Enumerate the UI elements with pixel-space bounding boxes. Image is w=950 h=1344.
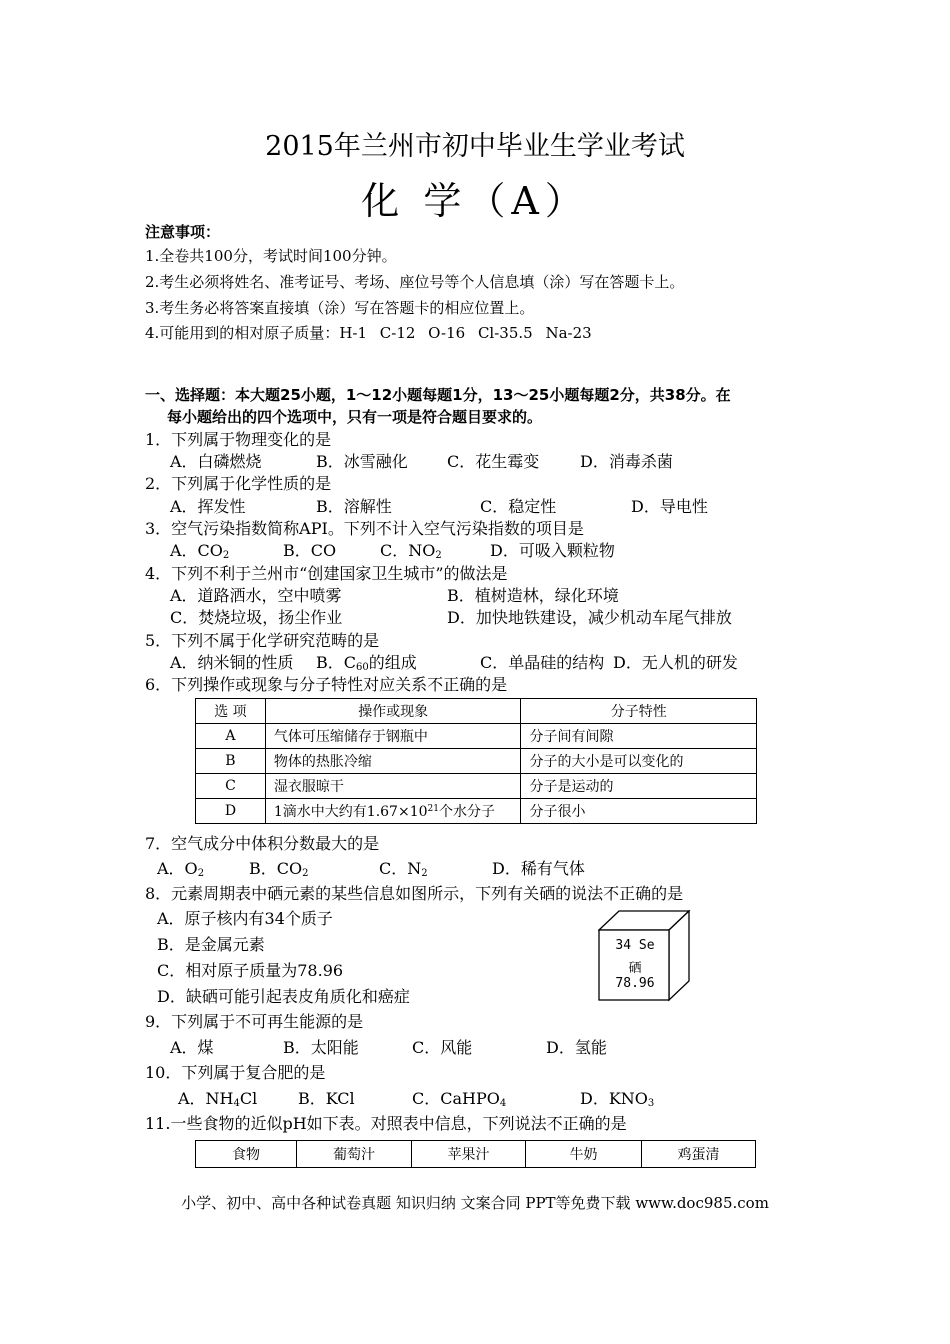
table-cell: 1滴水中大约有$1.67\times 10^{21}$个水分子 [265,799,521,824]
option-b: B．植树造林，绿化环境 [447,586,619,605]
notice-item: 3.考生务必将答案直接填（涂）写在答题卡的相应位置上。 [145,299,535,317]
table-header: 食物 [196,1141,297,1168]
table-header: 选 项 [196,699,266,724]
option-b: B．太阳能 [283,1038,359,1057]
option-a: A．原子核内有34个质子 [157,909,333,928]
option-d: D．$KNO_3$ [580,1089,655,1109]
table-cell: B [196,749,266,774]
option-a: A．$CO_2$ [170,541,230,561]
option-c: C．风能 [412,1038,473,1057]
table-cell: 分子是运动的 [521,774,757,799]
table-header: 鸡蛋清 [642,1141,756,1168]
option-d: D．消毒杀菌 [580,452,673,471]
question-stem: 1．下列属于物理变化的是 [145,430,332,449]
option-a: A．白磷燃烧 [170,452,262,471]
table-header: 苹果汁 [412,1141,526,1168]
option-c: C．相对原子质量为78.96 [157,961,344,980]
option-a: A．$O_2$ [157,859,205,879]
option-d: D．可吸入颗粒物 [490,541,615,560]
section-heading-cont: 每小题给出的四个选项中，只有一项是符合题目要求的。 [167,408,543,426]
question-stem: 11.一些食物的近似pH如下表。对照表中信息，下列说法不正确的是 [145,1114,627,1133]
table-header: 牛奶 [526,1141,642,1168]
exam-title: 2015年兰州市初中毕业生学业考试 [265,131,685,162]
question-stem: 2．下列属于化学性质的是 [145,474,332,493]
option-d: D．缺硒可能引起表皮角质化和癌症 [157,987,410,1006]
table-cell: C [196,774,266,799]
table-row [196,799,757,824]
table-header: 分子特性 [521,699,757,724]
option-b: B．KCl [298,1089,355,1108]
question-stem: 6．下列操作或现象与分子特性对应关系不正确的是 [145,675,508,694]
section-heading: 一、选择题：本大题25小题，1～12小题每题1分，13～25小题每题2分，共38分。在 [145,386,731,404]
option-c: C．花生霉变 [447,452,540,471]
option-b: B．溶解性 [316,497,392,516]
question-stem: 10．下列属于复合肥的是 [145,1063,326,1082]
option-a: A．道路洒水，空中喷雾 [170,586,342,605]
table-cell: 气体可压缩储存于钢瓶中 [265,724,521,749]
notice-item: 2.考生必须将姓名、准考证号、考场、座位号等个人信息填（涂）写在答题卡上。 [145,273,685,291]
question-stem: 7．空气成分中体积分数最大的是 [145,834,380,853]
option-d: D．导电性 [631,497,708,516]
table-cell: 湿衣服晾干 [265,774,521,799]
option-b: B．是金属元素 [157,935,265,954]
question-stem: 3．空气污染指数简称API。下列不计入空气污染指数的项目是 [145,519,584,538]
table-cell: 分子间有间隙 [521,724,757,749]
table-header: 葡萄汁 [297,1141,412,1168]
table-row [196,724,757,749]
option-c: C．焚烧垃圾，扬尘作业 [170,608,343,627]
table-row [196,749,757,774]
option-d: D．稀有气体 [492,859,585,878]
table-cell: 物体的热胀冷缩 [265,749,521,774]
option-b: B．$C_{60}$的组成 [316,653,417,673]
table-row [196,774,757,799]
option-d: D．氢能 [546,1038,607,1057]
option-c: C．CaHPO$_4$ [412,1089,507,1109]
option-c: C．单晶硅的结构 [480,653,605,672]
option-c: C．$NO_2$ [380,541,442,561]
subject-title: 化 学（A） [361,179,589,223]
question-stem: 9．下列属于不可再生能源的是 [145,1012,364,1031]
option-d: D．加快地铁建设，减少机动车尾气排放 [447,608,732,627]
page-footer: 小学、初中、高中各种试卷真题 知识归纳 文案合同 PPT等免费下载 www.doc985.com [181,1194,769,1212]
option-d: D．无人机的研发 [613,653,738,672]
option-a: A．挥发性 [170,497,246,516]
question-stem: 5．下列不属于化学研究范畴的是 [145,631,380,650]
question-stem: 4．下列不利于兰州市“创建国家卫生城市”的做法是 [145,564,508,583]
option-a: A．$NH_4Cl$ [178,1089,258,1109]
notice-item: 4.可能用到的相对原子质量：H-1 C-12 O-16 Cl-35.5 Na-23 [145,324,592,342]
q11-table [195,1140,756,1168]
table-header: 操作或现象 [265,699,521,724]
table-cell: 分子很小 [521,799,757,824]
option-a: A．纳米铜的性质 [170,653,294,672]
notice-item: 1.全卷共100分，考试时间100分钟。 [145,247,397,265]
option-c: C．$N_2$ [379,859,428,879]
notice-heading: 注意事项： [145,223,221,241]
option-b: B．CO [283,541,337,560]
table-cell: D [196,799,266,824]
table-cell: A [196,724,266,749]
element-name: 硒 [628,961,642,976]
table-cell: 分子的大小是可以变化的 [521,749,757,774]
question-stem: 8．元素周期表中硒元素的某些信息如图所示，下列有关硒的说法不正确的是 [145,884,684,903]
q6-table [195,698,757,824]
element-mass: 78.96 [615,976,655,991]
option-a: A．煤 [170,1038,214,1057]
option-b: B．$CO_2$ [249,859,309,879]
option-c: C．稳定性 [480,497,557,516]
option-b: B．冰雪融化 [316,452,408,471]
element-number-symbol: 34 Se [615,938,655,953]
